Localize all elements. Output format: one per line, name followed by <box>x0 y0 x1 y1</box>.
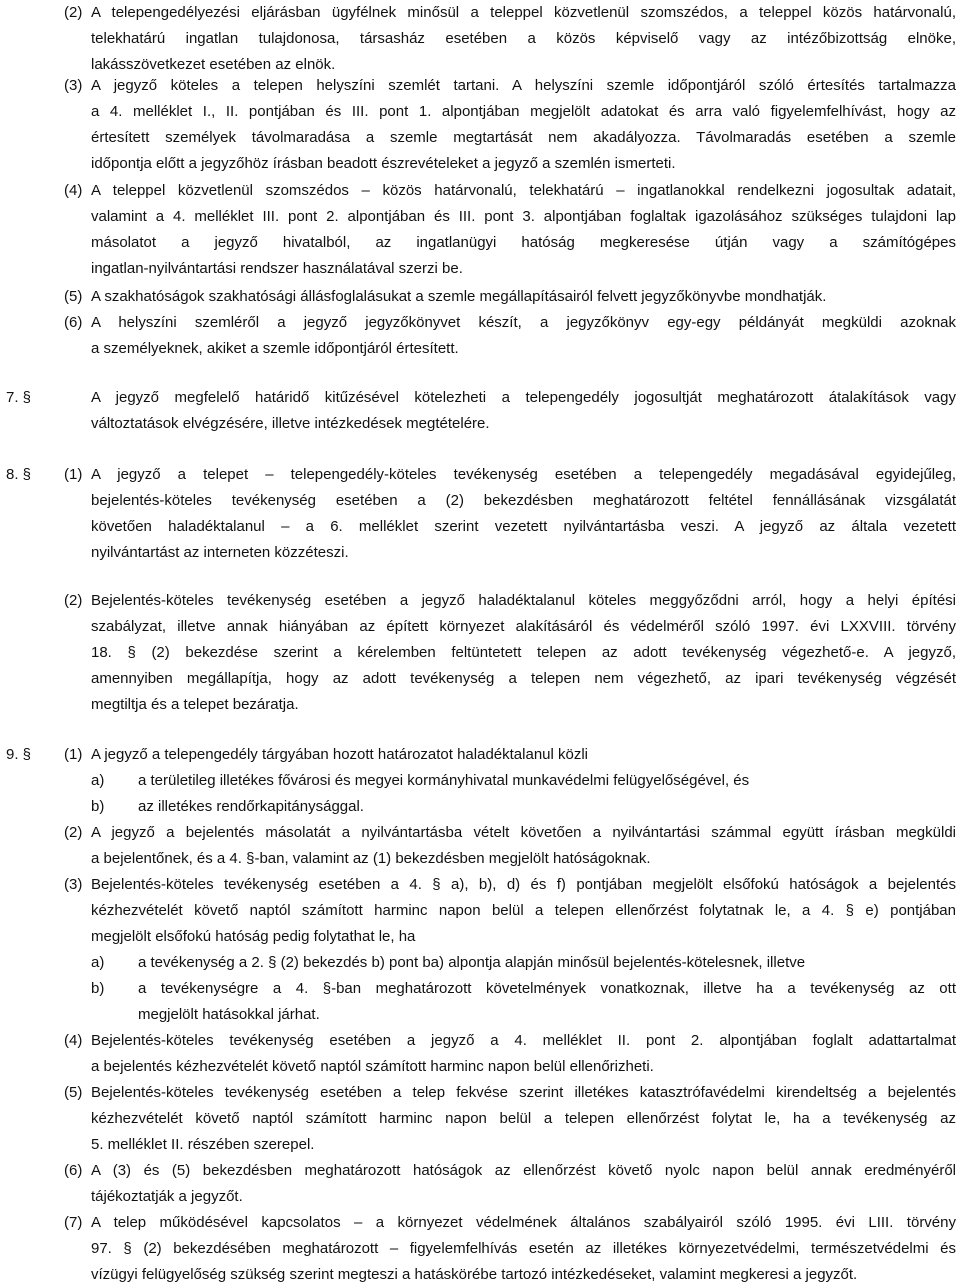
paragraph-body <box>138 976 956 1028</box>
text-line: a tevékenység a 2. § (2) bekezdés b) pont ba) alpontja alapján minősül bejelentés-kötelesnek, illetve <box>138 954 806 971</box>
paragraph-body <box>91 1028 956 1080</box>
paragraph-body <box>91 0 956 78</box>
paragraph-body <box>91 1080 956 1158</box>
paragraph-number: (4) <box>64 182 83 199</box>
text-line: időpontja előtt a jegyzőhöz írásban beadott észrevételeket a jegyző a szemlén ismerteti. <box>91 155 676 172</box>
paragraph-number: (5) <box>64 1084 83 1101</box>
paragraph-number: (1) <box>64 746 83 763</box>
text-line: A teleppel közvetlenül szomszédos – közös határvonalú, telekhatárú – ingatlanokkal rendelkezni jogosultak adatait, <box>91 182 956 199</box>
text-line: 18. § (2) bekezdése szerint a kérelemben feltüntetett telepen az adott tevékenység végezhető-e. A jegyző, <box>91 644 956 661</box>
paragraph-number: (2) <box>64 592 83 609</box>
text-line: a tevékenységre a 4. §-ban meghatározott követelmények vonatkoznak, illetve ha a tevékenység az ott <box>138 980 956 997</box>
paragraph-body <box>91 385 956 437</box>
paragraph <box>0 742 960 768</box>
text-line: a bejelentőnek, és a 4. §-ban, valamint az (1) bekezdésben megjelölt hatóságoknak. <box>91 850 651 867</box>
text-line: A szakhatóságok szakhatósági állásfoglalásukat a szemle megállapításairól felvett jegyzőkönyvbe mondhatják. <box>91 288 827 305</box>
section-number: 7. § <box>6 389 32 406</box>
paragraph <box>0 976 960 1028</box>
paragraph <box>0 768 960 794</box>
paragraph-body <box>91 73 956 177</box>
text-line: az illetékes rendőrkapitánysággal. <box>138 798 364 815</box>
text-line: értesített személyek távolmaradása a szemle megtartását nem akadályozza. Távolmaradás esetében a szemle <box>91 129 956 146</box>
paragraph-number: (6) <box>64 1162 83 1179</box>
paragraph <box>0 820 960 872</box>
paragraph <box>0 950 960 976</box>
text-line: kézhezvételét követő naptól számított harminc napon belül a telepen ellenőrzést folytat le, ha a tevékenység az <box>91 1110 956 1127</box>
text-line: megjelölt elsőfokú hatóság pedig folytathat le, ha <box>91 928 416 945</box>
paragraph-number: (2) <box>64 4 83 21</box>
paragraph-body <box>138 950 956 976</box>
subpoint-letter: a) <box>91 954 105 971</box>
paragraph-body <box>91 284 956 310</box>
text-line: A jegyző a telepengedély tárgyában hozott határozatot haladéktalanul közli <box>91 746 589 763</box>
paragraph-number: (3) <box>64 876 83 893</box>
text-line: nyilvántartást az interneten közzéteszi. <box>91 544 349 561</box>
text-line: megjelölt hatásokkal járhat. <box>138 1006 320 1023</box>
text-line: amennyiben megállapítja, hogy az adott tevékenység a telepen nem végezhető, az ipari tevékenység végzését <box>91 670 956 687</box>
paragraph-body <box>91 872 956 950</box>
paragraph-number: (5) <box>64 288 83 305</box>
text-line: vízügyi felügyelőség szükség szerint megteszi a hatáskörébe tartozó intézkedéseket, valamint megkeresi a jegyzőt. <box>91 1266 858 1283</box>
paragraph <box>0 588 960 718</box>
text-line: a 4. melléklet I., II. pontjában és III. pont 1. alpontjában megjelölt adatokat és arra való figyelemfelhívást, hogy az <box>91 103 956 120</box>
text-line: változtatások elvégzésére, illetve intézkedések megtételére. <box>91 415 490 432</box>
paragraph <box>0 178 960 282</box>
text-line: bejelentés-köteles tevékenység esetében a (2) bekezdésben meghatározott feltétel fennállásának vizsgálatát <box>91 492 956 509</box>
text-line: Bejelentés-köteles tevékenység esetében a telep fekvése szerint illetékes katasztrófavédelmi kirendeltség a bejelentés <box>91 1084 956 1101</box>
paragraph-number: (2) <box>64 824 83 841</box>
text-line: A helyszíni szemléről a jegyző jegyzőkönyvet készít, a jegyzőkönyv egy-egy példányát megküldi azoknak <box>91 314 956 331</box>
paragraph <box>0 462 960 566</box>
paragraph <box>0 1080 960 1158</box>
subpoint-letter: b) <box>91 980 105 997</box>
text-line: telekhatárú ingatlan tulajdonosa, társasház esetében a közös képviselő vagy az intézőbizottság elnöke, <box>91 30 956 47</box>
paragraph-number: (4) <box>64 1032 83 1049</box>
paragraph-number: (1) <box>64 466 83 483</box>
paragraph-number: (6) <box>64 314 83 331</box>
paragraph <box>0 794 960 820</box>
text-line: A telep működésével kapcsolatos – a környezet védelmének általános szabályairól szóló 1995. évi LIII. törvény <box>91 1214 956 1231</box>
paragraph-body <box>91 1210 956 1288</box>
paragraph-body <box>91 310 956 362</box>
paragraph <box>0 1158 960 1210</box>
paragraph <box>0 385 960 437</box>
text-line: valamint a 4. melléklet III. pont 2. alpontjában és III. pont 3. alpontjában foglaltak igazolásához szükséges tulajdoni lap <box>91 208 956 225</box>
paragraph <box>0 872 960 950</box>
section-number: 9. § <box>6 746 32 763</box>
subpoint-letter: a) <box>91 772 105 789</box>
text-line: a területileg illetékes fővárosi és megyei kormányhivatal munkavédelmi felügyelőségével, és <box>138 772 750 789</box>
paragraph <box>0 0 960 78</box>
text-line: a bejelentés kézhezvételét követő naptól számított harminc napon belül ellenőrizheti. <box>91 1058 654 1075</box>
paragraph-body <box>138 794 956 820</box>
text-line: 5. melléklet II. részében szerepel. <box>91 1136 315 1153</box>
paragraph <box>0 284 960 310</box>
text-line: Bejelentés-köteles tevékenység esetében a 4. § a), b), d) és f) pontjában megjelölt elsőfokú hatóságok a bejelentés <box>91 876 956 893</box>
text-line: követően haladéktalanul – a 6. melléklet szerint vezetett nyilvántartásba veszi. A jegyző az általa vezetett <box>91 518 956 535</box>
text-line: szabályzat, illetve annak hiányában az épített környezet alakításáról és védelméről szóló 1997. évi LXXVIII. törvény <box>91 618 956 635</box>
text-line: kézhezvételét követő naptól számított harminc napon belül a telepen ellenőrzést folytatnak le, a 4. § e) pontjában <box>91 902 956 919</box>
paragraph-body <box>91 820 956 872</box>
paragraph-body <box>91 588 956 718</box>
text-line: A jegyző köteles a telepen helyszíni szemlét tartani. A helyszíni szemle időpontjáról szóló értesítés tartalmazza <box>91 77 956 94</box>
text-line: a személyeknek, akiket a szemle időpontjáról értesített. <box>91 340 459 357</box>
paragraph <box>0 1210 960 1288</box>
text-line: másolatot a jegyző hivatalból, az ingatlanügyi hatóság megkeresése útján vagy a számítógépes <box>91 234 956 251</box>
text-line: A (3) és (5) bekezdésben meghatározott hatóságok az ellenőrzést követő nyolc napon belül annak eredményéről <box>91 1162 956 1179</box>
paragraph <box>0 73 960 177</box>
section-number: 8. § <box>6 466 32 483</box>
text-line: lakásszövetkezet esetében az elnök. <box>91 56 336 73</box>
text-line: Bejelentés-köteles tevékenység esetében a jegyző haladéktalanul köteles meggyőződni arról, hogy a helyi építési <box>91 592 956 609</box>
paragraph-body <box>138 768 956 794</box>
paragraph-body <box>91 462 956 566</box>
paragraph-body <box>91 178 956 282</box>
paragraph-body <box>91 1158 956 1210</box>
paragraph-body <box>91 742 956 768</box>
text-line: A jegyző megfelelő határidő kitűzésével kötelezheti a telepengedély jogosultját meghatározott átalakítások vagy <box>91 389 956 406</box>
text-line: A jegyző a telepet – telepengedély-köteles tevékenység esetében a telepengedély megadásával egyidejűleg, <box>91 466 956 483</box>
paragraph-number: (3) <box>64 77 83 94</box>
text-line: Bejelentés-köteles tevékenység esetében a jegyző a 4. melléklet II. pont 2. alpontjában foglalt adattartalmat <box>91 1032 956 1049</box>
text-line: 97. § (2) bekezdésében meghatározott – figyelemfelhívás esetén az illetékes környezetvédelmi, természetvédelmi és <box>91 1240 956 1257</box>
text-line: tájékoztatják a jegyzőt. <box>91 1188 243 1205</box>
text-line: ingatlan-nyilvántartási rendszer használatával szerzi be. <box>91 260 463 277</box>
subpoint-letter: b) <box>91 798 105 815</box>
text-line: A jegyző a bejelentés másolatát a nyilvántartásba vételt követően a nyilvántartási számmal együtt írásban megküldi <box>91 824 956 841</box>
paragraph-number: (7) <box>64 1214 83 1231</box>
paragraph <box>0 310 960 362</box>
text-line: A telepengedélyezési eljárásban ügyfélnek minősül a teleppel közvetlenül szomszédos, a teleppel közös határvonalú, <box>91 4 956 21</box>
paragraph <box>0 1028 960 1080</box>
text-line: megtiltja és a telepet bezáratja. <box>91 696 299 713</box>
